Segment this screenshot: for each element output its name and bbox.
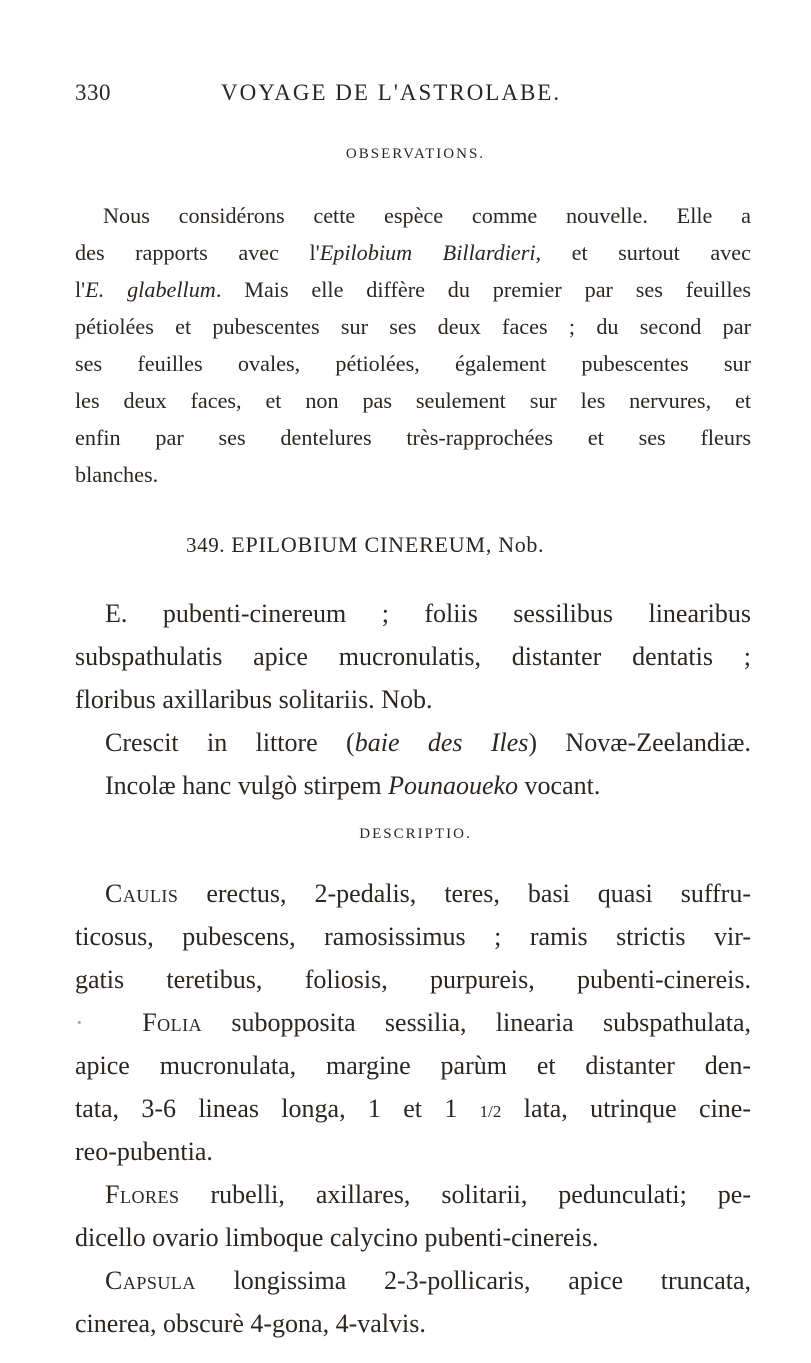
vernacular-name: Pounaoueko [388,771,519,800]
text-line: gatis teretibus, foliosis, purpureis, pubenti-cinereis. [75,965,751,994]
text-line: Caulis erectus, 2-pedalis, teres, basi quasi suffru- [105,879,751,908]
section-label: Caulis [105,879,179,908]
species-number: 349. [186,533,226,557]
taxon-name: E. glabellum [85,277,216,302]
section-label: Capsula [105,1266,196,1295]
text-line: l'E. glabellum. Mais elle diffère du premier par ses feuilles [75,277,751,302]
text-line: les deux faces, et non pas seulement sur les nervures, et [75,388,751,413]
text-line: Nous considérons cette espèce comme nouvelle. Elle a [103,203,751,228]
text-line: ses feuilles ovales, pétiolées, également pubescentes sur [75,351,751,376]
observations-paragraph [75,197,751,493]
text-line: tata, 3-6 lineas longa, 1 et 1 1/2 lata, utrinque cine- [75,1094,752,1123]
text-line: pétiolées et pubescentes sur ses deux faces ; du second par [75,314,751,339]
taxon-name: Epilobium Billardieri [319,240,536,265]
text-line: floribus axillaribus solitariis. Nob. [75,685,433,714]
running-title: VOYAGE DE L'ASTROLABE. [221,80,562,105]
observations-heading: OBSERVATIONS. [345,146,486,162]
text-line: blanches. [75,462,159,487]
text-line: subspathulatis apice mucronulatis, distanter dentatis ; [75,642,751,671]
diagnosis [75,592,751,807]
section-label: Folia [142,1008,203,1037]
species-author: Nob. [498,532,545,557]
running-head [75,80,615,114]
text-line: cinerea, obscurè 4-gona, 4-valvis. [75,1309,426,1338]
text-line: des rapports avec l'Epilobium Billardieri, et surtout avec [75,240,751,265]
text-line: Flores rubelli, axillares, solitarii, pedunculati; pe- [105,1180,752,1209]
vernacular-line: Incolæ hanc vulgò stirpem Pounaoueko vocant. [105,771,601,800]
text-line: enfin par ses dentelures très-rapprochées et ses fleurs [75,425,751,450]
text-line: E. pubenti-cinereum ; foliis sessilibus linearibus [105,599,751,628]
species-title [186,532,544,558]
section-label: Flores [105,1180,180,1209]
text-line: ticosus, pubescens, ramosissimus ; ramis strictis vir- [75,922,751,951]
fraction: 1/2 [479,1102,502,1121]
page-number: 330 [75,80,111,105]
text-line: · Folia subopposita sessilia, linearia subspathulata, [75,1008,752,1037]
species-name: EPILOBIUM CINEREUM, [231,532,493,557]
text-line: apice mucronulata, margine parùm et distanter den- [75,1051,751,1080]
stray-mark: · [75,1008,84,1037]
description [75,872,751,1345]
locality: baie des Iles [354,728,529,757]
text-line: reo-pubentia. [75,1137,213,1166]
text-line: dicello ovario limboque calycino pubenti-cinereis. [75,1223,599,1252]
description-heading: DESCRIPTIO. [359,826,472,842]
text-line: Capsula longissima 2-3-pollicaris, apice truncata, [105,1266,752,1295]
habitat-line: Crescit in littore (baie des Iles) Novæ-Zeelandiæ. [105,728,751,757]
